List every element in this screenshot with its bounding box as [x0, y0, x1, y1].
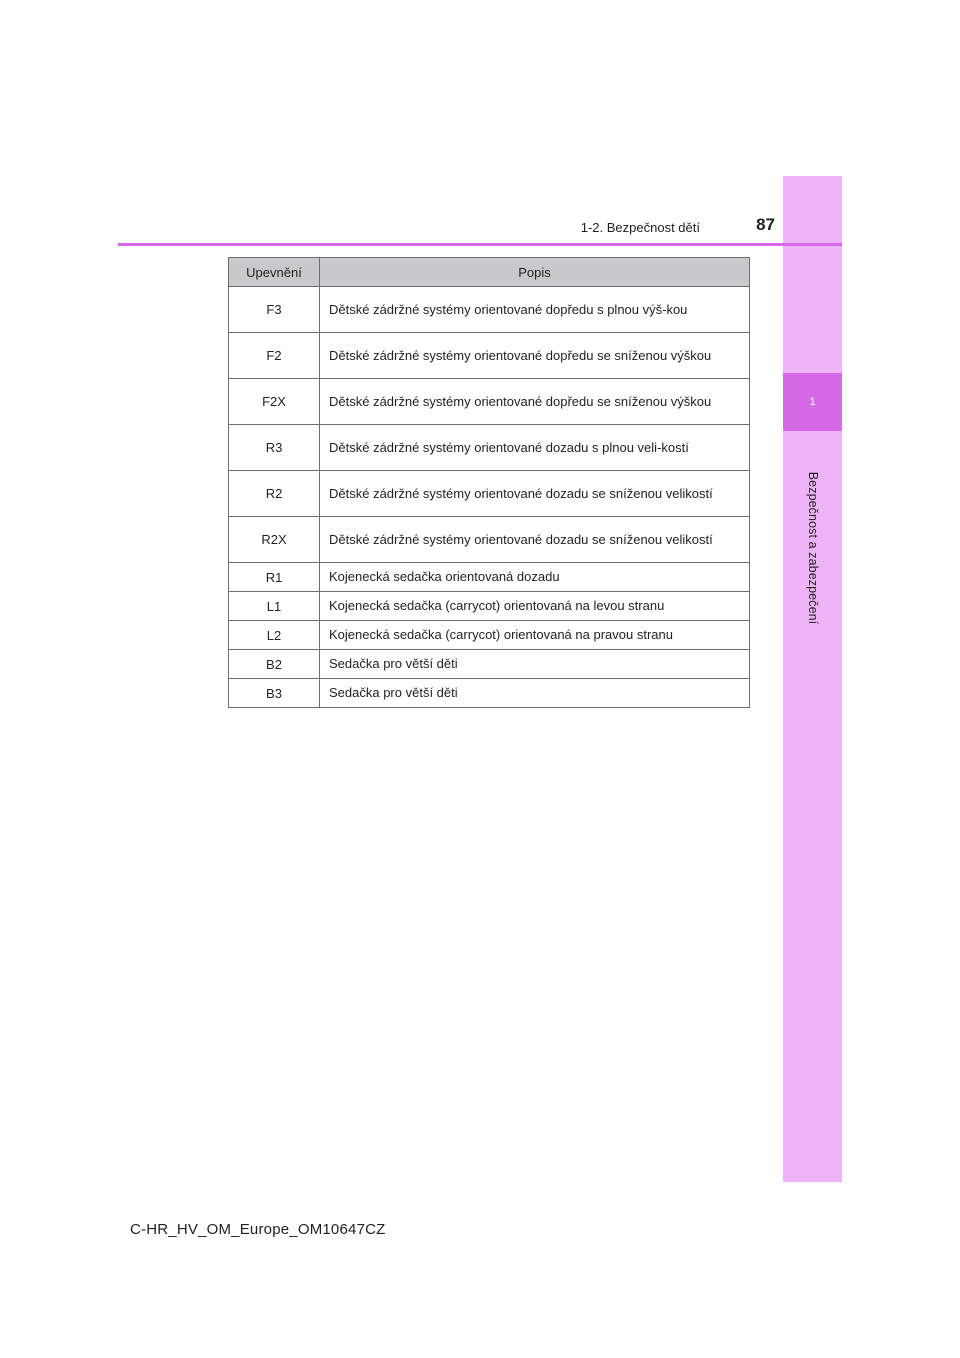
- row-code: R2X: [229, 517, 320, 563]
- table-row: [229, 287, 750, 333]
- table-row: [229, 650, 750, 679]
- row-code: R3: [229, 425, 320, 471]
- row-description: Dětské zádržné systémy orientované dozadu se sníženou velikostí: [320, 471, 750, 517]
- row-code: R1: [229, 563, 320, 592]
- row-code: R2: [229, 471, 320, 517]
- table-row: [229, 621, 750, 650]
- page-number: 87: [756, 215, 775, 234]
- table-row: [229, 425, 750, 471]
- header-fixation: Upevnění: [229, 258, 320, 287]
- row-code: F2: [229, 333, 320, 379]
- row-description: Dětské zádržné systémy orientované dopředu se sníženou výškou: [320, 333, 750, 379]
- fixation-table: [228, 257, 750, 708]
- table-row: [229, 471, 750, 517]
- row-description: Kojenecká sedačka (carrycot) orientovaná na levou stranu: [320, 592, 750, 621]
- chapter-number-badge: 1: [783, 373, 842, 431]
- row-description: Dětské zádržné systémy orientované dopředu s plnou výš-kou: [320, 287, 750, 333]
- table-row: [229, 379, 750, 425]
- row-code: L2: [229, 621, 320, 650]
- row-description: Sedačka pro větší děti: [320, 650, 750, 679]
- table-row: [229, 592, 750, 621]
- section-title: 1-2. Bezpečnost dětí: [580, 220, 700, 235]
- row-description: Dětské zádržné systémy orientované dopředu se sníženou výškou: [320, 379, 750, 425]
- chapter-label-text: Bezpečnost a zabezpečení: [806, 471, 820, 625]
- row-description: Dětské zádržné systémy orientované dozadu s plnou veli-kostí: [320, 425, 750, 471]
- row-code: F2X: [229, 379, 320, 425]
- header-description: Popis: [320, 258, 750, 287]
- row-description: Kojenecká sedačka orientovaná dozadu: [320, 563, 750, 592]
- row-description: Dětské zádržné systémy orientované dozadu se sníženou velikostí: [320, 517, 750, 563]
- row-code: L1: [229, 592, 320, 621]
- table-row: [229, 517, 750, 563]
- table-row: [229, 679, 750, 708]
- row-description: Kojenecká sedačka (carrycot) orientovaná na pravou stranu: [320, 621, 750, 650]
- row-code: B2: [229, 650, 320, 679]
- row-description: Sedačka pro větší děti: [320, 679, 750, 708]
- table-row: [229, 333, 750, 379]
- row-code: B3: [229, 679, 320, 708]
- table-row: [229, 563, 750, 592]
- row-code: F3: [229, 287, 320, 333]
- side-tab-strip: [783, 176, 842, 1182]
- header-divider: [118, 243, 842, 246]
- footer-doc-id: C-HR_HV_OM_Europe_OM10647CZ: [130, 1221, 386, 1238]
- table-header-row: [229, 258, 750, 287]
